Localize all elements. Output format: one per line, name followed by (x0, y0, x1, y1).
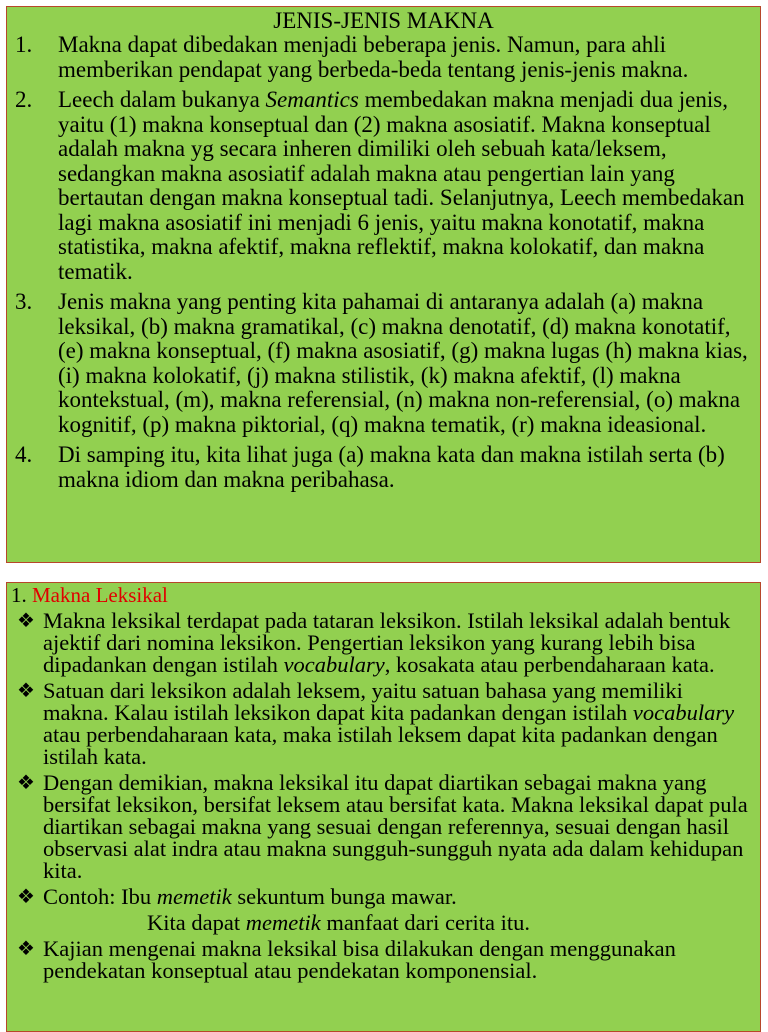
item-number: 2. (15, 87, 33, 112)
diamond-bullet-icon: ❖ (17, 680, 35, 702)
bullet-item (7, 772, 760, 882)
bullet-item (7, 938, 760, 982)
numbered-list (7, 33, 760, 492)
list-item (7, 33, 760, 82)
diamond-bullet-icon: ❖ (17, 938, 35, 960)
bullet-list (7, 610, 760, 908)
slide-jenis-jenis-makna (6, 6, 761, 563)
slide-title: JENIS-JENIS MAKNA (273, 8, 494, 33)
bullet-text: Satuan dari leksikon adalah leksem, yaitu satuan bahasa yang memiliki makna. Kalau istilah leksikon dapat kita padankan dengan istilah vocabulary atau perbendaharaan kata, maka istilah leksem dapat kita padankan dengan istilah kata. (43, 678, 735, 769)
list-item (7, 88, 760, 284)
slide-makna-leksikal (6, 582, 761, 1032)
item-text: Jenis makna yang penting kita pahamai di antaranya adalah (a) makna leksikal, (b) makna gramatikal, (c) makna denotatif, (d) makna konotatif, (e) makna konseptual, (f) makna asosiatif, (g) makna lugas (h) makna kias, (i) makna kolokatif, (j) makna stilistik, (k) makna afektif, (l) makna kontekstual, (m), makna referensial, (n) makna non-referensial, (o) makna kognitif, (p) makna piktorial, (q) makna tematik, (r) makna ideasional. (58, 289, 748, 437)
item-text: Di samping itu, kita lihat juga (a) makna kata dan makna istilah serta (b) makna idiom dan makna peribahasa. (58, 442, 725, 492)
list-item (7, 443, 760, 492)
list-item (7, 290, 760, 437)
bullet-text: Dengan demikian, makna leksikal itu dapat diartikan sebagai makna yang bersifat leksikon, bersifat leksem atau bersifat kata. Makna leksikal dapat pula diartikan sebagai makna yang sesuai dengan referennya, sesuai dengan hasil observasi alat indra atau makna sungguh-sungguh nyata ada dalam kehidupan kita. (43, 770, 748, 883)
diamond-bullet-icon: ❖ (17, 886, 35, 908)
bullet-text: Makna leksikal terdapat pada tataran leksikon. Istilah leksikal adalah bentuk ajektif dari nomina leksikon. Pengertian leksikon yang kurang lebih bisa dipadankan dengan istilah vocabulary, kosakata atau perbendaharaan kata. (43, 608, 731, 677)
item-text: Makna dapat dibedakan menjadi beberapa jenis. Namun, para ahli memberikan pendapat yang berbeda-beda tentang jenis-jenis makna. (58, 32, 689, 82)
bullet-list-2 (7, 938, 760, 982)
item-number: 1. (15, 32, 33, 57)
item-number: 3. (15, 289, 33, 314)
section-heading-label: Makna Leksikal (32, 583, 168, 607)
book-title: Semantics (265, 87, 359, 112)
example-line: Kita dapat memetik manfaat dari cerita itu. (147, 910, 530, 935)
bullet-text: Contoh: Ibu memetik sekuntum bunga mawar. (43, 884, 457, 909)
section-heading: 1. Makna Leksikal (11, 583, 168, 607)
bullet-item (7, 886, 760, 908)
diamond-bullet-icon: ❖ (17, 772, 35, 794)
bullet-text: Kajian mengenai makna leksikal bisa dilakukan dengan menggunakan pendekatan konseptual atau pendekatan komponensial. (43, 936, 676, 983)
item-text: Leech dalam bukanya Semantics membedakan makna menjadi dua jenis, yaitu (1) makna konseptual dan (2) makna asosiatif. Makna konseptual adalah makna yg secara inheren dimiliki oleh sebuah kata/leksem, sedangkan makna asosiatif adalah makna atau pengertian lain yang bertautan dengan makna konseptual tadi. Selanjutnya, Leech membedakan lagi makna asosiatif ini menjadi 6 jenis, yaitu makna konotatif, makna statistika, makna afektif, makna reflektif, makna kolokatif, dan makna tematik. (58, 87, 745, 284)
item-number: 4. (15, 442, 33, 467)
bullet-item (7, 610, 760, 676)
diamond-bullet-icon: ❖ (17, 610, 35, 632)
bullet-item (7, 680, 760, 768)
